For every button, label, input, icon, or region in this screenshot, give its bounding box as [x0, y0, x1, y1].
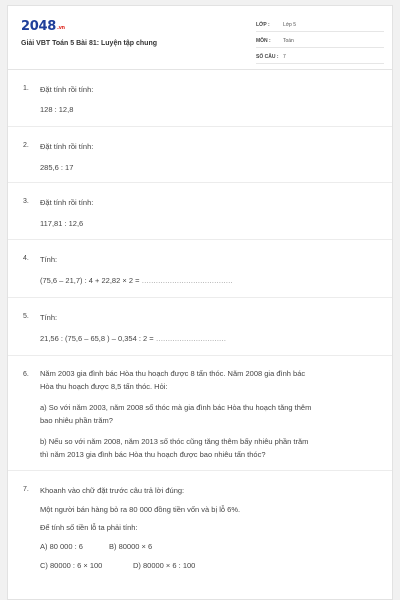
- meta-label: LỚP :: [256, 21, 270, 28]
- question-1: [8, 70, 392, 127]
- page-header: [8, 6, 392, 70]
- question-prompt: Đặt tính rồi tính:: [40, 85, 94, 94]
- answer-blank: …………………………: [155, 334, 226, 343]
- meta-value: Lớp 5: [283, 21, 297, 28]
- question-number: 3.: [23, 198, 29, 205]
- option-a[interactable]: A) 80 000 : 6: [40, 542, 83, 551]
- question-3: [8, 183, 392, 240]
- question-expression: [40, 333, 378, 345]
- expression-text: (75,6 – 21,7) : 4 + 22,82 × 2 =: [40, 276, 142, 285]
- meta-label: MÔN :: [256, 37, 271, 44]
- meta-table: [256, 18, 384, 66]
- site-logo[interactable]: [21, 19, 65, 34]
- meta-value: 7: [283, 53, 286, 60]
- meta-row-subject: [256, 34, 384, 48]
- question-expression: 117,81 : 12,6: [40, 219, 84, 228]
- question-number: 5.: [23, 313, 29, 320]
- question-expression: 128 : 12,8: [40, 105, 74, 114]
- question-expression: 285,6 : 17: [40, 163, 74, 172]
- question-number: 4.: [23, 255, 29, 262]
- question-text-line: Hòa thu hoạch được 8,5 tấn thóc. Hỏi:: [40, 382, 168, 391]
- question-4: [8, 240, 392, 298]
- question-text-line: Năm 2003 gia đình bác Hòa thu hoạch được 8 tấn thóc. Năm 2008 gia đình bác: [40, 369, 306, 378]
- question-number: 6.: [23, 371, 29, 378]
- answer-blank: …………………………………: [141, 276, 233, 285]
- question-number: 1.: [23, 85, 29, 92]
- meta-row-class: [256, 18, 384, 32]
- answer-options-row-1: [40, 541, 378, 553]
- question-number: 7.: [23, 486, 29, 493]
- question-text-line: Một người bán hàng bỏ ra 80 000 đồng tiền vốn và bị lỗ 6%.: [40, 505, 241, 514]
- question-prompt: Tính:: [40, 255, 58, 264]
- question-6: [8, 356, 392, 471]
- question-prompt: Tính:: [40, 313, 58, 322]
- question-2: [8, 127, 392, 183]
- option-c[interactable]: C) 80000 : 6 × 100: [40, 561, 103, 570]
- question-text-line: Để tính số tiền lỗ ta phải tính:: [40, 523, 138, 532]
- question-prompt: Khoanh vào chữ đặt trước câu trả lời đúng:: [40, 486, 185, 495]
- page-title: Giải VBT Toán 5 Bài 81: Luyện tập chung: [21, 40, 158, 47]
- question-part-a: bao nhiêu phần trăm?: [40, 416, 113, 425]
- option-b[interactable]: B) 80000 × 6: [109, 542, 153, 551]
- logo-text: 2048: [21, 19, 56, 34]
- meta-value: Toán: [283, 37, 294, 44]
- meta-row-count: [256, 50, 384, 64]
- logo-suffix: .vn: [56, 25, 65, 31]
- question-prompt: Đặt tính rồi tính:: [40, 198, 94, 207]
- question-number: 2.: [23, 142, 29, 149]
- question-7: [8, 471, 392, 600]
- meta-label: SỐ CÂU :: [256, 53, 279, 60]
- expression-text: 21,56 : (75,6 – 65,8 ) – 0,354 : 2 =: [40, 334, 156, 343]
- question-expression: [40, 275, 378, 287]
- question-part-b: thì năm 2013 gia đình bác Hòa thu hoạch được bao nhiêu tấn thóc?: [40, 450, 266, 459]
- question-5: [8, 298, 392, 356]
- question-part-b: b) Nếu so với năm 2008, năm 2013 số thóc cũng tăng thêm bấy nhiêu phần trăm: [40, 437, 309, 446]
- question-prompt: Đặt tính rồi tính:: [40, 142, 94, 151]
- document-page: [7, 5, 393, 600]
- question-part-a: a) So với năm 2003, năm 2008 số thóc mà gia đình bác Hòa thu hoạch tăng thêm: [40, 403, 312, 412]
- answer-options-row-2: [40, 560, 378, 572]
- option-d[interactable]: D) 80000 × 6 : 100: [133, 561, 196, 570]
